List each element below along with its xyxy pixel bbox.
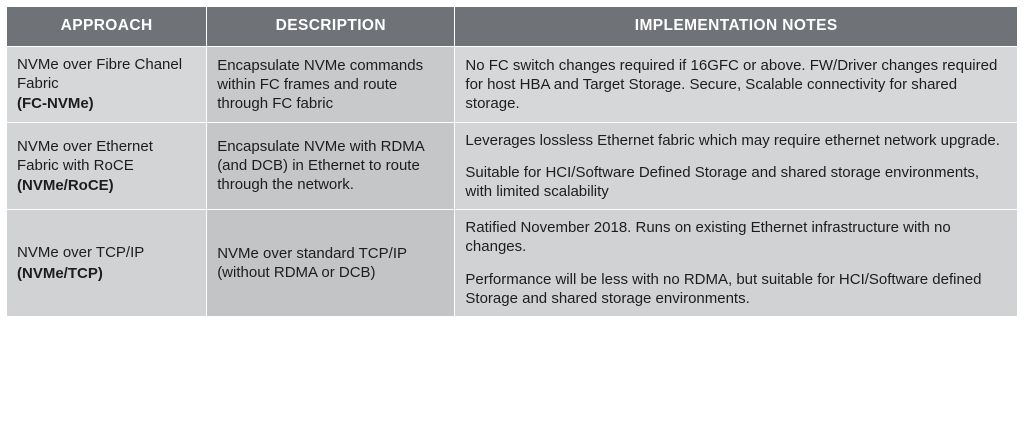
note-paragraph: Performance will be less with no RDMA, but suitable for HCI/Software defined Storage and shared storage environments. bbox=[465, 270, 982, 307]
column-header-description: DESCRIPTION bbox=[207, 7, 455, 47]
cell-description: Encapsulate NVMe commands within FC frames and route through FC fabric bbox=[207, 47, 455, 123]
column-header-approach: APPROACH bbox=[7, 7, 207, 47]
table-row bbox=[7, 47, 1018, 123]
approach-abbreviation: (FC-NVMe) bbox=[17, 95, 94, 113]
approach-name: NVMe over TCP/IP bbox=[17, 244, 145, 262]
approach-abbreviation: (NVMe/RoCE) bbox=[17, 176, 114, 194]
approach-abbreviation: (NVMe/TCP) bbox=[17, 264, 103, 282]
cell-implementation-notes bbox=[455, 210, 1018, 317]
cell-description: NVMe over standard TCP/IP (without RDMA or DCB) bbox=[207, 210, 455, 317]
cell-implementation-notes bbox=[455, 122, 1018, 210]
table-row bbox=[7, 122, 1018, 210]
approach-name: NVMe over Fibre Chanel Fabric bbox=[17, 56, 183, 93]
table-body bbox=[7, 47, 1018, 317]
note-paragraph: Ratified November 2018. Runs on existing Ethernet infrastructure with no changes. bbox=[465, 219, 951, 256]
note-paragraph: Leverages lossless Ethernet fabric which may require ethernet network upgrade. bbox=[465, 131, 1000, 149]
note-paragraph: Suitable for HCI/Software Defined Storage and shared storage environments, with limited scalability bbox=[465, 163, 980, 200]
column-header-implementation-notes: IMPLEMENTATION NOTES bbox=[455, 7, 1018, 47]
nvme-comparison-table bbox=[6, 6, 1018, 317]
cell-approach bbox=[7, 122, 207, 210]
approach-name: NVMe over Ethernet Fabric with RoCE bbox=[17, 137, 153, 174]
cell-approach bbox=[7, 47, 207, 123]
table-header-row bbox=[7, 7, 1018, 47]
table-header bbox=[7, 7, 1018, 47]
cell-description: Encapsulate NVMe with RDMA (and DCB) in Ethernet to route through the network. bbox=[207, 122, 455, 210]
cell-implementation-notes bbox=[455, 47, 1018, 123]
table-row bbox=[7, 210, 1018, 317]
cell-approach bbox=[7, 210, 207, 317]
note-paragraph: No FC switch changes required if 16GFC or above. FW/Driver changes required for host HBA and Target Storage. Secure, Scalable connectivity for shared storage. bbox=[465, 56, 998, 112]
